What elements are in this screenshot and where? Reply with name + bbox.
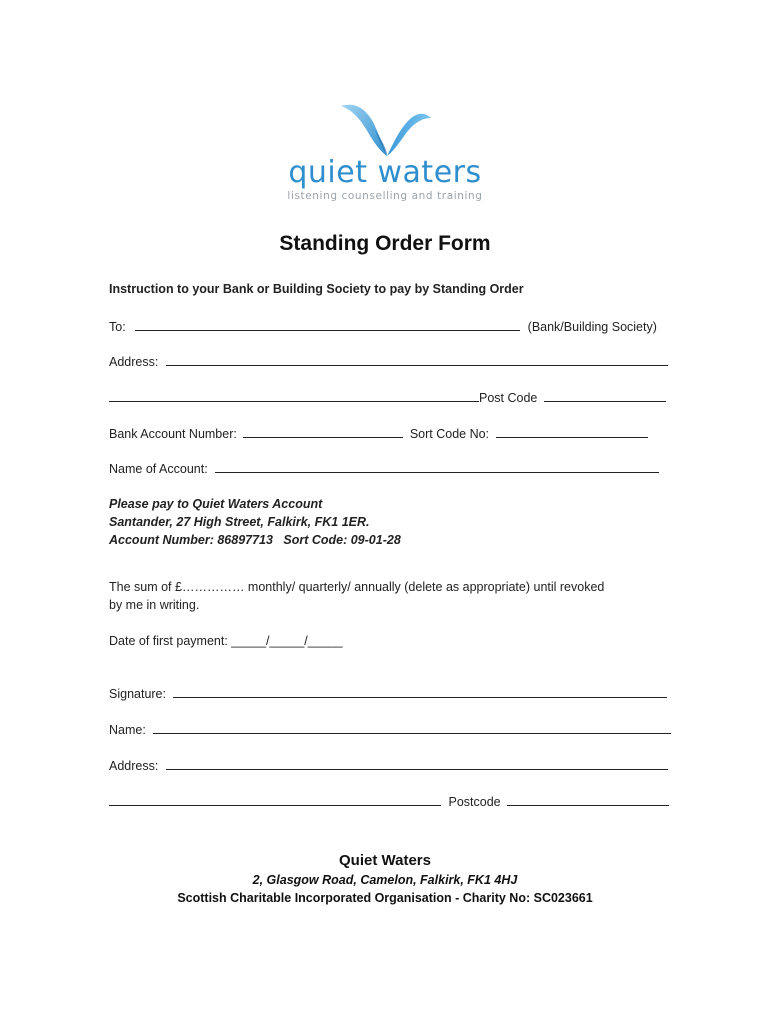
signer-name-row bbox=[109, 722, 671, 737]
footer-charity: Scottish Charitable Incorporated Organisation - Charity No: SC023661 bbox=[177, 891, 593, 905]
payee-line-3-text: Account Number: 86897713 Sort Code: 09-01-28 bbox=[109, 533, 401, 547]
instruction-text: Instruction to your Bank or Building Society to pay by Standing Order bbox=[109, 282, 524, 296]
signer-name-label: Name: bbox=[109, 723, 146, 737]
sum-line-2: by me in writing. bbox=[109, 598, 200, 612]
signer-address-field[interactable] bbox=[166, 758, 668, 770]
sum-line-1: The sum of £…………… monthly/ quarterly/ annually (delete as appropriate) until revoked bbox=[109, 580, 605, 594]
logo bbox=[0, 100, 770, 202]
signer-postcode-label: Postcode bbox=[448, 795, 501, 809]
address-postcode-row bbox=[109, 390, 666, 405]
address-field[interactable] bbox=[166, 354, 668, 366]
signer-postcode-row bbox=[109, 794, 669, 809]
first-payment-date-field[interactable]: _____/_____/_____ bbox=[231, 634, 343, 648]
account-name-row bbox=[109, 461, 659, 476]
bank-account-row bbox=[109, 426, 648, 441]
signer-address-row bbox=[109, 758, 668, 773]
signature-label: Signature: bbox=[109, 687, 166, 701]
sort-code-field[interactable] bbox=[496, 426, 648, 438]
signer-name-field[interactable] bbox=[153, 722, 671, 734]
first-payment-label: Date of first payment: bbox=[109, 634, 228, 648]
first-payment-row bbox=[109, 634, 343, 648]
address-row bbox=[109, 354, 668, 369]
logo-tagline: listening counselling and training bbox=[287, 190, 483, 202]
signer-postcode-field[interactable] bbox=[507, 794, 669, 806]
wave-bird-logo-icon bbox=[335, 100, 435, 160]
postcode-field[interactable] bbox=[544, 390, 666, 402]
account-number-label: Bank Account Number: bbox=[109, 427, 237, 441]
address-label: Address: bbox=[109, 355, 159, 369]
payee-line-1: Please pay to Quiet Waters Account bbox=[109, 497, 323, 511]
logo-name: quiet waters bbox=[288, 155, 482, 190]
account-name-field[interactable] bbox=[215, 461, 659, 473]
account-number-field[interactable] bbox=[243, 426, 403, 438]
payee-line-3 bbox=[109, 533, 401, 547]
signer-address-label: Address: bbox=[109, 759, 159, 773]
sort-code-label: Sort Code No: bbox=[409, 427, 490, 441]
signature-field[interactable] bbox=[173, 686, 667, 698]
to-field[interactable] bbox=[135, 319, 520, 331]
to-label: To: bbox=[109, 320, 126, 334]
footer-address: 2, Glasgow Road, Camelon, Falkirk, FK1 4HJ bbox=[252, 873, 518, 887]
address-line2-field[interactable] bbox=[109, 390, 479, 402]
footer-org: Quiet Waters bbox=[339, 852, 431, 869]
to-suffix: (Bank/Building Society) bbox=[527, 320, 657, 334]
postcode-label: Post Code bbox=[479, 391, 538, 405]
signer-address-line2-field[interactable] bbox=[109, 794, 441, 806]
signature-row bbox=[109, 686, 667, 701]
payee-line-2: Santander, 27 High Street, Falkirk, FK1 1ER. bbox=[109, 515, 370, 529]
form-title: Standing Order Form bbox=[279, 232, 491, 255]
to-row bbox=[109, 319, 657, 334]
account-name-label: Name of Account: bbox=[109, 462, 208, 476]
